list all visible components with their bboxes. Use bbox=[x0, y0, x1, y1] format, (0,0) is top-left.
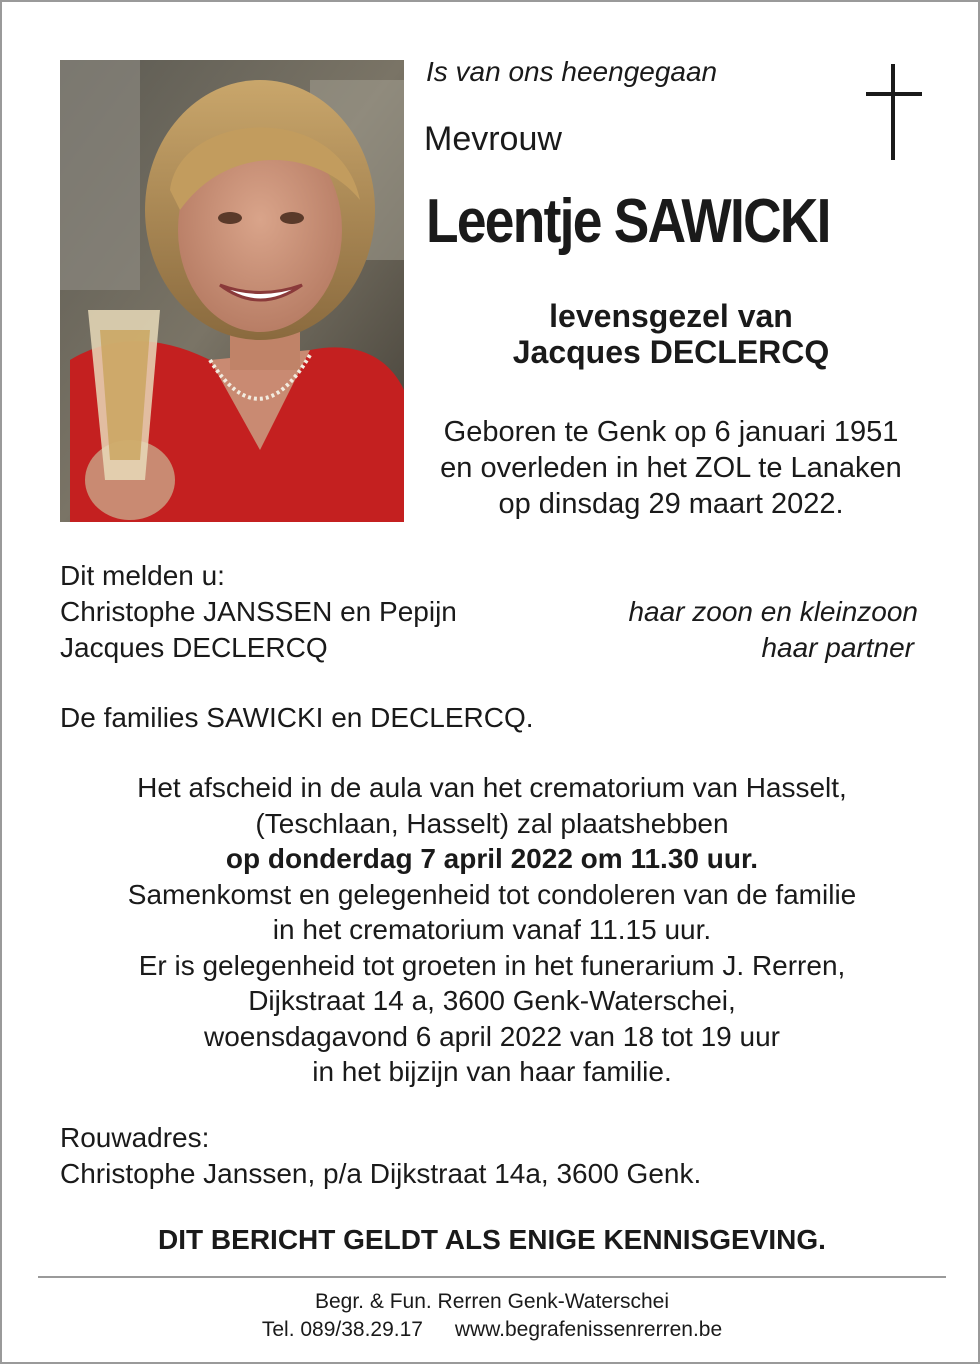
ceremony-line-9: in het bijzijn van haar familie. bbox=[312, 1056, 672, 1087]
birth-line-3: op dinsdag 29 maart 2022. bbox=[498, 488, 844, 520]
relative-relation: haar zoon en kleinzoon bbox=[628, 596, 918, 627]
ceremony-line-8: woensdagavond 6 april 2022 van 18 tot 19 uur bbox=[204, 1020, 780, 1052]
relative-name: Christophe JANSSEN en Pepijn bbox=[60, 596, 457, 627]
portrait-photo bbox=[60, 60, 404, 522]
relative-relation: haar partner bbox=[761, 632, 914, 663]
intro-text: Is van ons heengegaan bbox=[426, 56, 718, 87]
relative-row bbox=[60, 630, 918, 666]
families-line: De families SAWICKI en DECLERCQ. bbox=[60, 702, 534, 733]
ceremony-line-1: Het afscheid in de aula van het crematorium van Hasselt, bbox=[137, 772, 847, 803]
relative-name: Jacques DECLERCQ bbox=[60, 632, 328, 663]
ceremony-line-7: Dijkstraat 14 a, 3600 Genk-Waterschei, bbox=[248, 985, 736, 1016]
birth-line-2: en overleden in het ZOL te Lanaken bbox=[440, 452, 902, 484]
address-line: Christophe Janssen, p/a Dijkstraat 14a, 3600 Genk. bbox=[60, 1158, 702, 1189]
ceremony-block bbox=[2, 770, 980, 1090]
ceremony-line-2: (Teschlaan, Hasselt) zal plaatshebben bbox=[255, 807, 729, 839]
footer-divider bbox=[38, 1276, 946, 1278]
footer bbox=[2, 1288, 980, 1344]
footer-company: Begr. & Fun. Rerren Genk-Waterschei bbox=[314, 1290, 670, 1313]
deceased-name: Leentje SAWICKI bbox=[426, 187, 830, 256]
title-word: Mevrouw bbox=[424, 120, 562, 158]
ceremony-line-5: in het crematorium vanaf 11.15 uur. bbox=[272, 914, 712, 945]
partner-line-1: levensgezel van bbox=[549, 298, 793, 334]
footer-tel: Tel. 089/38.29.17 bbox=[261, 1318, 423, 1341]
announcement-heading: Dit melden u: bbox=[60, 560, 225, 591]
final-notice: DIT BERICHT GELDT ALS ENIGE KENNISGEVING. bbox=[158, 1224, 826, 1255]
portrait-image bbox=[60, 60, 404, 522]
ceremony-line-4: Samenkomst en gelegenheid tot condoleren van de familie bbox=[127, 878, 857, 910]
mourning-address bbox=[60, 1120, 701, 1192]
footer-website-link[interactable]: www.begrafenissenrerren.be bbox=[454, 1318, 723, 1341]
birth-death-block bbox=[426, 414, 916, 522]
relative-row bbox=[60, 594, 918, 630]
birth-line-1: Geboren te Genk op 6 januari 1951 bbox=[443, 416, 899, 448]
footer-contact bbox=[2, 1316, 980, 1344]
announcement-block bbox=[60, 558, 918, 666]
ceremony-line-6: Er is gelegenheid tot groeten in het funerarium J. Rerren, bbox=[138, 949, 846, 981]
cross-icon bbox=[866, 64, 922, 160]
partner-line-2: Jacques DECLERCQ bbox=[512, 334, 830, 370]
ceremony-date: op donderdag 7 april 2022 om 11.30 uur. bbox=[225, 843, 759, 874]
address-heading: Rouwadres: bbox=[60, 1122, 210, 1153]
partner-block bbox=[426, 298, 916, 370]
